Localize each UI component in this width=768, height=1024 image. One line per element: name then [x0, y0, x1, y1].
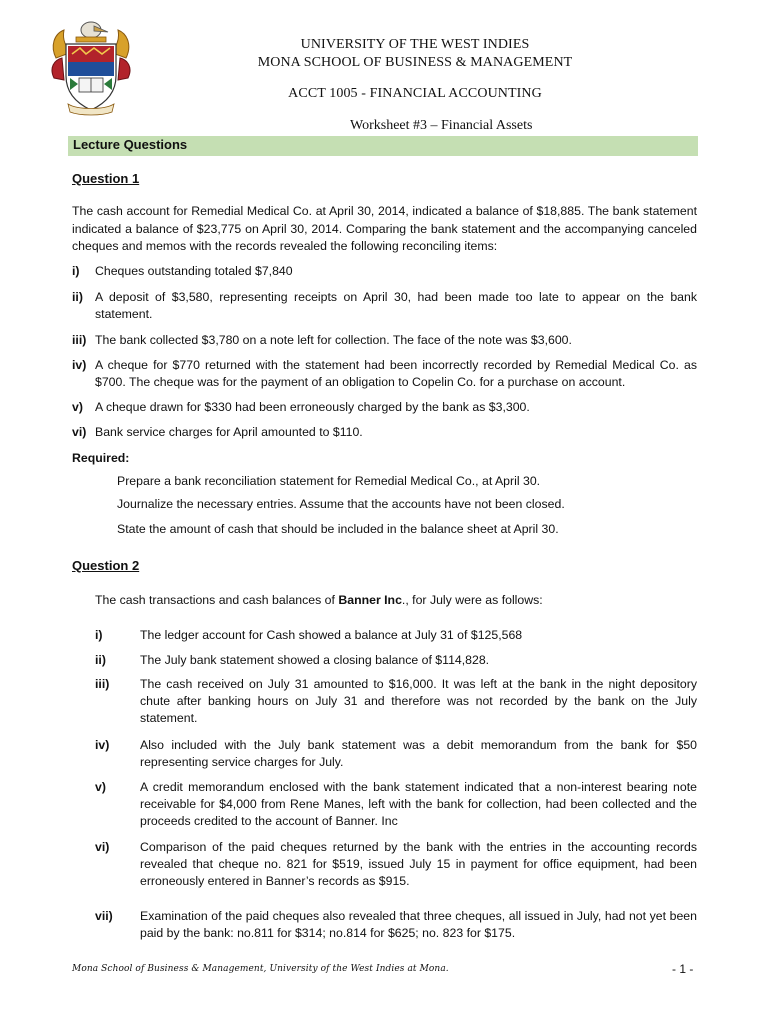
- question-2-intro: [95, 592, 697, 610]
- list-item-text: Cheques outstanding totaled $7,840: [95, 264, 293, 278]
- intro-prefix: The cash transactions and cash balances of: [95, 593, 339, 607]
- list-item-number: vi): [72, 425, 87, 439]
- list-item-number: i): [95, 628, 103, 642]
- list-item-number: vii): [95, 909, 113, 923]
- list-item-number: vi): [95, 840, 110, 854]
- list-item-text: A cheque drawn for $330 had been erroneously charged by the bank as $3,300.: [95, 400, 530, 414]
- list-item-number: i): [72, 264, 80, 278]
- required-label: Required:: [72, 451, 130, 465]
- intro-suffix: ., for July were as follows:: [401, 593, 543, 607]
- list-item-number: ii): [95, 653, 106, 667]
- course-title: ACCT 1005 - FINANCIAL ACCOUNTING: [288, 86, 542, 101]
- question-1-heading: Question 1: [72, 171, 140, 186]
- list-item-text: A cheque for $770 returned with the statement had been incorrectly recorded by Remedial Medical Co. as $700. The cheque was for the payment of an obligation to Copelin Co. for a purchase on account.: [95, 358, 697, 389]
- list-item-text: The ledger account for Cash showed a balance at July 31 of $125,568: [140, 628, 523, 642]
- required-item: Journalize the necessary entries. Assume that the accounts have not been closed.: [117, 497, 565, 511]
- list-item-text: The bank collected $3,780 on a note left for collection. The face of the note was $3,600.: [95, 333, 572, 347]
- list-item-number: iv): [95, 738, 110, 752]
- page-number: - 1 -: [672, 962, 694, 976]
- worksheet-title: Worksheet #3 – Financial Assets: [350, 118, 533, 133]
- section-title: Lecture Questions: [73, 137, 188, 152]
- required-item: Prepare a bank reconciliation statement for Remedial Medical Co., at April 30.: [117, 474, 541, 488]
- list-item-text: The July bank statement showed a closing balance of $114,828.: [140, 653, 490, 667]
- list-item-text: Also included with the July bank statement was a debit memorandum from the bank for $50 representing service charges for July.: [140, 738, 697, 769]
- list-item-text: A credit memorandum enclosed with the bank statement indicated that a non-interest bearing note receivable for $4,000 from Rene Manes, left with the bank for collection, had been collected and the proceeds credited to the account of Banner. Inc: [140, 780, 697, 828]
- list-item-text: Examination of the paid cheques also revealed that three cheques, all issued in July, had not yet been paid by the bank: no.811 for $314; no.814 for $625; no. 823 for $175.: [140, 909, 697, 940]
- list-item-text: The cash received on July 31 amounted to $16,000. It was left at the bank in the night depository chute after banking hours on July 31 and therefore was not recorded by the bank on the July statement.: [140, 677, 697, 725]
- list-item-text: A deposit of $3,580, representing receipts on April 30, had been made too late to appear on the bank statement.: [95, 290, 697, 321]
- list-item-number: v): [95, 780, 106, 794]
- list-item-number: v): [72, 400, 83, 414]
- list-item-number: iii): [72, 333, 87, 347]
- company-name: Banner Inc: [338, 593, 402, 607]
- list-item-number: iv): [72, 358, 87, 372]
- section-banner: [68, 136, 698, 156]
- university-crest-logo: [50, 18, 132, 116]
- list-item-number: iii): [95, 677, 110, 691]
- question-2-heading: Question 2: [72, 558, 140, 573]
- list-item-text: Comparison of the paid cheques returned by the bank with the entries in the accounting records revealed that cheque no. 821 for $519, issued July 15 in payment for office equipment, had been erroneously entered in Banner’s records as $915.: [140, 840, 697, 888]
- required-item: State the amount of cash that should be included in the balance sheet at April 30.: [117, 522, 559, 536]
- question-1-intro: The cash account for Remedial Medical Co. at April 30, 2014, indicated a balance of $18,885. The bank statement indicated a balance of $23,775 on April 30, 2014. Comparing the bank statement and the accompanying canceled cheques and memos with the records revealed the following reconciling items:: [72, 204, 697, 253]
- school-name: MONA SCHOOL OF BUSINESS & MANAGEMENT: [257, 55, 573, 70]
- list-item-text: Bank service charges for April amounted to $110.: [95, 425, 363, 439]
- list-item-number: ii): [72, 290, 83, 304]
- footer-text: Mona School of Business & Management, University of the West Indies at Mona.: [72, 964, 449, 974]
- university-name: UNIVERSITY OF THE WEST INDIES: [300, 37, 530, 52]
